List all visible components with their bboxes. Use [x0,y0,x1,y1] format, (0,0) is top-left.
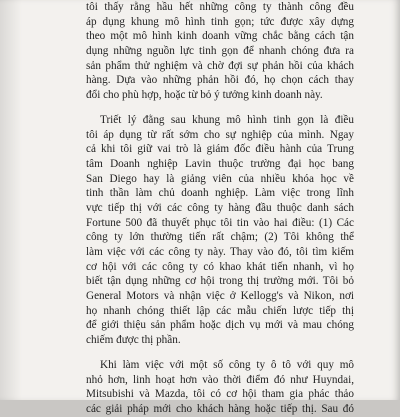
text-line: sản phẩm thử nghiệm và chờ đợi sự phản hồi của khách [86,59,354,72]
paragraph-3 [86,358,354,417]
text-line: để giới thiệu sản phẩm hoặc dịch vụ mới và mau chóng [86,319,354,332]
page-spine-shadow [0,0,22,400]
text-line: chiếm được thị phần. [86,334,181,347]
text-line: họ nhanh chóng thiết lập các mẫu chiến lược tiếp thị [86,304,354,317]
text-line: hàng. Dựa vào những phản hồi đó, họ chọn cách thay [86,74,354,87]
text-line: General Motors và nhận việc ở Kellogg's và Nikon, nơi [86,290,354,303]
text-line: các giải pháp mới cho khách hàng hoặc tiếp thị. Sau đó [86,402,354,415]
text-line: theo một mô hình kinh doanh vững chắc bằng cách tận [86,30,354,43]
text-line: tôi thấy rằng hầu hết những công ty thành công đều [86,1,354,13]
text-line: tinh thần làm chủ doanh nghiệp. Làm việc trong lĩnh [86,187,354,200]
text-line: áp dụng khung mô hình tinh gọn; tức được xây dựng [86,15,354,28]
text-line: Mitsubishi và Mazda, tôi có cơ hội tham gia phác thảo [86,388,354,401]
text-line: tôi áp dụng từ rất sớm cho sự nghiệp của mình. Ngay [86,128,354,141]
page-text [86,0,354,417]
text-line: cả khi tôi giữ vai trò là giám đốc điều hành của Trung [86,143,354,156]
text-line: dụng những nguồn lực tinh gọn để nhanh chóng đưa ra [86,45,354,58]
text-line: nhỏ hơn, linh hoạt hơn vào thời điểm đó như Huyndai, [86,373,354,386]
text-line: San Diego hay là giảng viên của nhiều khóa học về [86,172,354,185]
text-line: cơ hội với các công ty có khao khát tiến nhanh, vì họ [86,260,354,273]
text-line: Khi làm việc với một số công ty ô tô với quy mô [100,358,354,371]
text-line: đổi cho phù hợp, hoặc từ bỏ ý tưởng kinh doanh này. [86,89,323,102]
text-line: Triết lý đằng sau khung mô hình tinh gọn là điều [100,113,354,126]
paragraph-1 [86,0,354,103]
paragraph-2 [86,113,354,348]
text-line: Fortune 500 đã thuyết phục tôi tin vào hai điều: (1) Các [86,216,354,229]
text-line: biết tận dụng những cơ hội trong thị trường mới. Tôi bỏ [86,275,354,288]
text-line: tâm Doanh nghiệp Lavin thuộc trường đại học bang [86,157,354,170]
text-line: vực tiếp thị với các công ty hàng đầu thuộc danh sách [86,201,354,214]
text-line: làm việc với các công ty này. Thay vào đó, tôi tìm kiếm [86,246,354,258]
text-line: công ty lớn thường tiến rất chậm; (2) Tôi không thể [86,231,354,244]
